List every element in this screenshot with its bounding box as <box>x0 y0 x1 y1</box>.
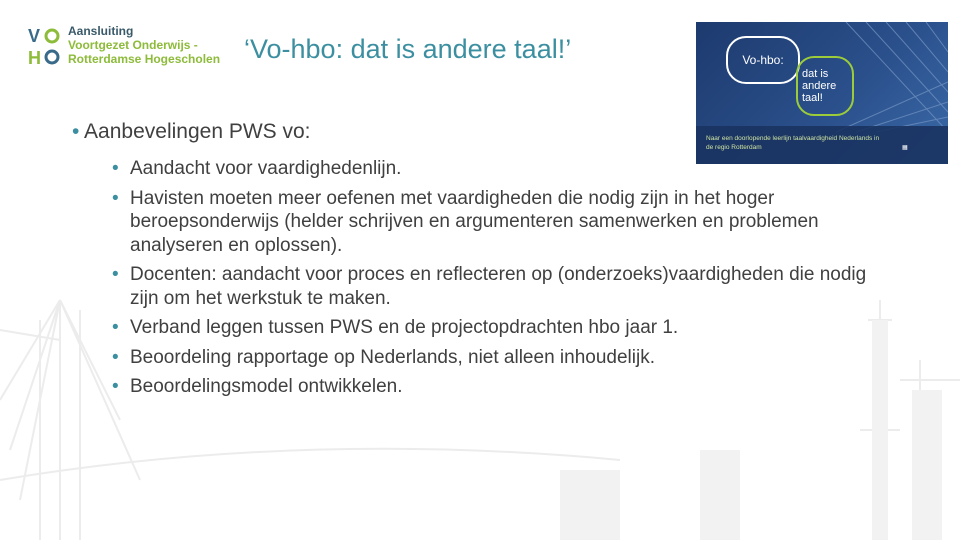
cover-bubble-1: Vo-hbo: <box>726 36 800 84</box>
list-item <box>112 316 892 340</box>
list-item-text: Beoordelingsmodel ontwikkelen. <box>130 376 403 397</box>
svg-text:H: H <box>28 48 41 66</box>
main-bullet <box>72 120 311 144</box>
list-item <box>112 187 892 258</box>
cover-caption: Naar een doorlopende leerlijn taalvaardigheid Nederlands in de regio Rotterdam <box>706 135 880 151</box>
logo <box>28 22 228 68</box>
main-bullet-text: Aanbevelingen PWS vo: <box>84 120 311 143</box>
logo-line-2: Voortgezet Onderwijs - <box>68 38 198 52</box>
logo-mark-icon <box>28 24 64 66</box>
list-item-text: Docenten: aandacht voor proces en reflecteren op (onderzoeks)vaardigheden die nodig zijn om het werkstuk te maken. <box>130 264 867 309</box>
slide-title: ‘Vo-hbo: dat is andere taal!’ <box>244 34 572 64</box>
svg-text:V: V <box>28 26 41 46</box>
bullet-icon: • <box>112 158 119 179</box>
bullet-icon: • <box>112 187 119 209</box>
list-item <box>112 346 892 370</box>
list-item <box>112 263 892 310</box>
logo-line-3: Rotterdamse Hogescholen <box>68 52 221 66</box>
bullet-icon: • <box>112 264 119 285</box>
logo-line-1: Aansluiting <box>68 24 134 38</box>
bullet-icon: • <box>112 376 119 397</box>
list-item-text: Aandacht voor vaardighedenlijn. <box>130 158 402 179</box>
list-item-text: Havisten moeten meer oefenen met vaardigheden die nodig zijn in het hoger beroepsonderwijs (helder schrijven en argumenteren samenwerken en problemen analyseren en oplossen). <box>130 187 819 256</box>
cover-badge-icon: ▦ <box>902 145 908 151</box>
bullet-icon: • <box>72 120 80 143</box>
cover-bubble-2: dat is andere taal! <box>796 56 854 116</box>
bullet-icon: • <box>112 317 119 338</box>
bullet-icon: • <box>112 346 119 368</box>
list-item <box>112 157 892 181</box>
list-item-text: Verband leggen tussen PWS en de projectopdrachten hbo jaar 1. <box>130 317 679 338</box>
list-item-text: Beoordeling rapportage op Nederlands, niet alleen inhoudelijk. <box>130 346 655 368</box>
list-item <box>112 375 892 399</box>
recommendations-list <box>112 157 892 405</box>
report-cover-image <box>696 22 948 164</box>
